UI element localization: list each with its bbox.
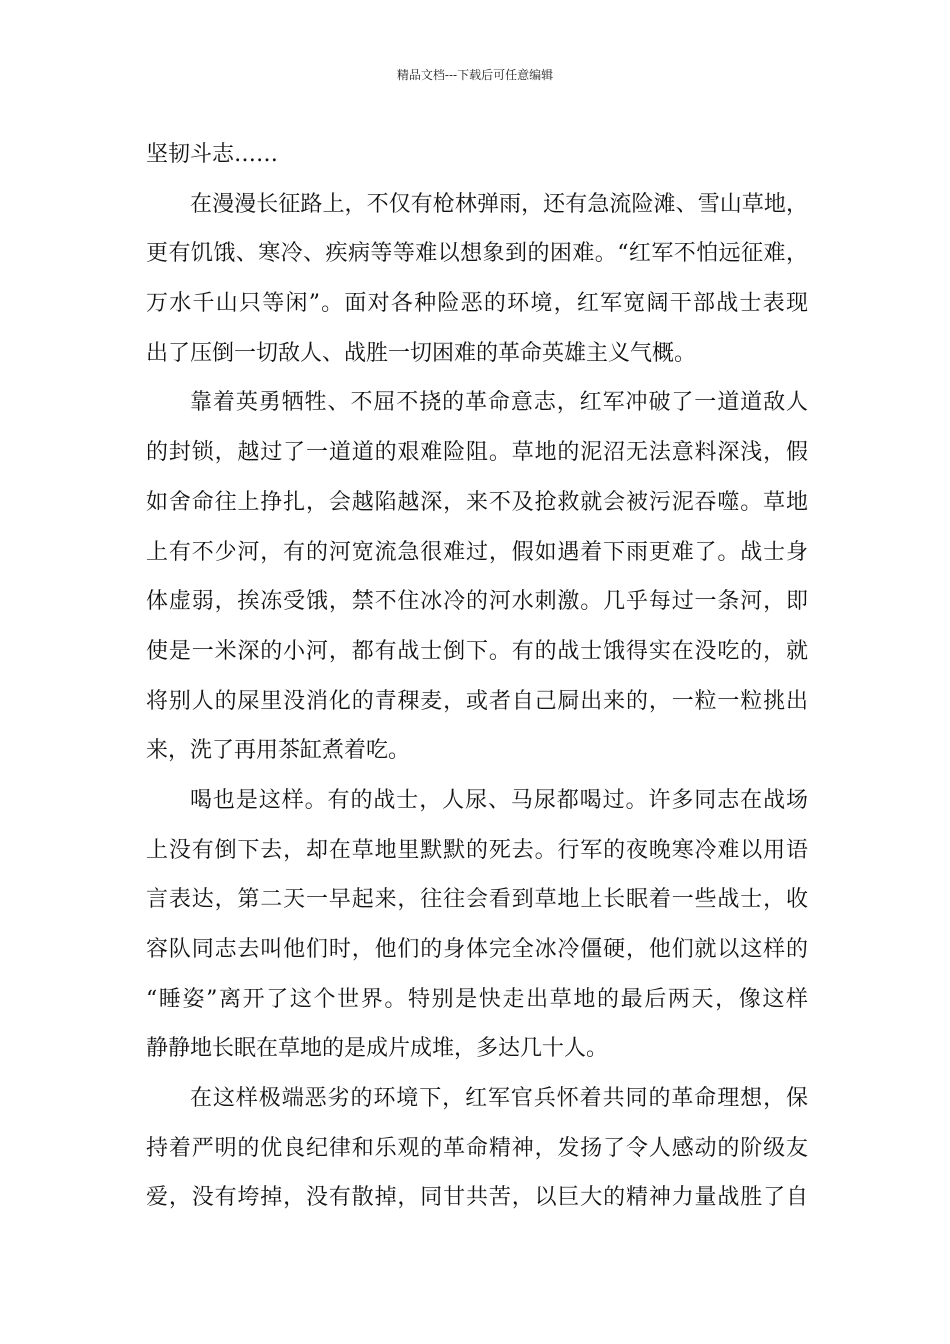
text-line: 在漫漫长征路上，不仅有枪林弹雨，还有急流险滩、雪山草地，	[190, 191, 808, 217]
text-line: 如舍命往上挣扎，会越陷越深，来不及抢救就会被污泥吞噬。草地	[146, 489, 808, 515]
text-line: “睡姿”离开了这个世界。特别是快走出草地的最后两天，像这样	[146, 986, 808, 1012]
text-line: 言表达，第二天一早起来，往往会看到草地上长眠着一些战士，收	[146, 887, 808, 913]
page-header: 精品文档---下载后可任意编辑	[396, 68, 554, 82]
text-line: 爱，没有垮掉，没有散掉，同甘共苦，以巨大的精神力量战胜了自	[146, 1185, 808, 1211]
text-line: 万水千山只等闲”。面对各种险恶的环境，红军宽阔干部战士表现	[146, 291, 808, 317]
text-line: 使是一米深的小河，都有战士倒下。有的战士饿得实在没吃的，就	[146, 638, 808, 664]
text-line: 来，洗了再用茶缸煮着吃。	[146, 738, 411, 764]
text-line: 出了压倒一切敌人、战胜一切困难的革命英雄主义气概。	[146, 340, 697, 366]
text-line: 上没有倒下去，却在草地里默默的死去。行军的夜晚寒冷难以用语	[146, 837, 808, 863]
text-line: 体虚弱，挨冻受饿，禁不住冰冷的河水刺激。几乎每过一条河，即	[146, 589, 808, 615]
text-line: 将别人的屎里没消化的青稞麦，或者自己屙出来的，一粒一粒挑出	[146, 688, 808, 714]
text-line: 喝也是这样。有的战士，人尿、马尿都喝过。许多同志在战场	[190, 787, 808, 813]
text-line: 靠着英勇牺牲、不屈不挠的革命意志，红军冲破了一道道敌人	[190, 390, 808, 416]
text-line: 在这样极端恶劣的环境下，红军官兵怀着共同的革命理想，保	[190, 1086, 808, 1112]
text-line: 容队同志去叫他们时，他们的身体完全冰冷僵硬，他们就以这样的	[146, 937, 808, 962]
text-line: 的封锁，越过了一道道的艰难险阻。草地的泥沼无法意料深浅，假	[146, 440, 808, 466]
text-line: 静静地长眠在草地的是成片成堆，多达几十人。	[146, 1036, 609, 1062]
text-line: 坚韧斗志……	[146, 142, 279, 167]
text-line: 上有不少河，有的河宽流急很难过，假如遇着下雨更难了。战士身	[146, 539, 808, 565]
body-text	[146, 130, 808, 1223]
text-line: 持着严明的优良纪律和乐观的革命精神，发扬了令人感动的阶级友	[146, 1135, 808, 1161]
text-line: 更有饥饿、寒冷、疾病等等难以想象到的困难。“红军不怕远征难，	[146, 241, 808, 267]
